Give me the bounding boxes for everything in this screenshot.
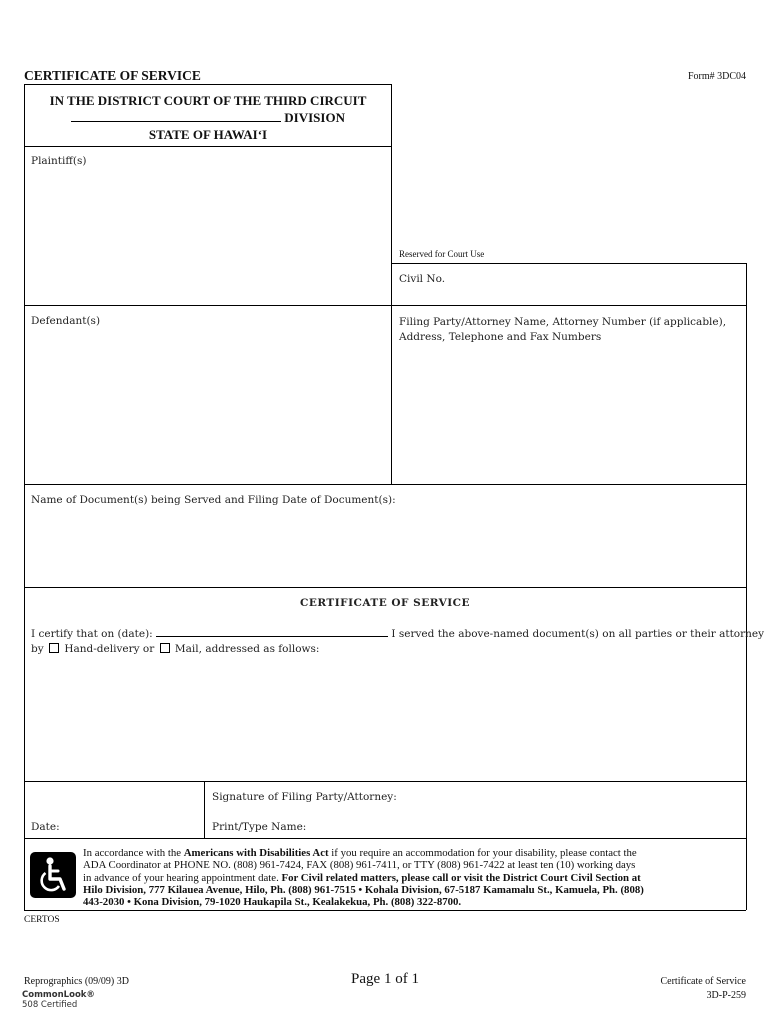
right-border (746, 263, 747, 910)
wheelchair-icon (30, 852, 76, 898)
mail-label: Mail, addressed as follows: (174, 643, 320, 655)
ada-divider (24, 838, 746, 839)
signature-vertical-divider (204, 781, 205, 838)
ada-advance: in advance of your hearing appointment date. (83, 871, 282, 884)
document-title: CERTIFICATE OF SERVICE (24, 68, 201, 83)
state-name: STATE OF HAWAI‘I (148, 127, 268, 142)
hand-delivery-label: Hand-delivery or (64, 643, 155, 655)
commonlook-logo: CommonLook® (22, 990, 95, 1000)
caption-bottom-border (24, 146, 391, 147)
certification-statement (31, 627, 764, 657)
court-caption (24, 92, 392, 143)
ada-divisions-2: 443-2030 • Kona Division, 79-1020 Haukapila St., Kealakekua, Ph. (808) 322-8700. (83, 896, 462, 909)
page-number: Page 1 of 1 (351, 971, 419, 987)
center-divider (391, 84, 392, 484)
reserved-bottom-border (391, 263, 746, 264)
ada-intro: In accordance with the (83, 847, 184, 859)
division-label: DIVISION (284, 110, 345, 125)
date-field[interactable]: Date: (31, 821, 60, 833)
form-number: Form# 3DC04 (687, 71, 746, 82)
left-border (24, 84, 25, 910)
service-date-blank[interactable] (156, 636, 388, 637)
by-label: by (31, 643, 44, 655)
filing-party-field[interactable] (399, 315, 726, 345)
hand-delivery-checkbox[interactable] (49, 643, 59, 653)
certificate-heading: CERTIFICATE OF SERVICE (299, 597, 470, 609)
certificate-divider (24, 587, 746, 588)
reserved-label: Reserved for Court Use (399, 249, 485, 259)
document-name-field[interactable]: Name of Document(s) being Served and Filing Date of Document(s): (31, 494, 396, 506)
certify-served-text: I served the above-named document(s) on all parties or their attorney (391, 628, 765, 640)
filing-party-label-2: Address, Telephone and Fax Numbers (399, 331, 602, 343)
reprographics-label: Reprographics (09/09) 3D (24, 976, 129, 987)
signature-divider (24, 781, 746, 782)
filing-party-label-1: Filing Party/Attorney Name, Attorney Number (if applicable), (399, 316, 727, 328)
ada-contact: ADA Coordinator at PHONE NO. (808) 961-7424, FAX (808) 961-7411, or TTY (808) 961-7422 at least ten (10) working days (83, 859, 636, 872)
ada-act-name: Americans with Disabilities Act (183, 847, 329, 859)
certify-date-label: I certify that on (date): (31, 628, 153, 640)
certified-label: 508 Certified (22, 1000, 78, 1010)
ada-divisions-1: Hilo Division, 777 Kilauea Avenue, Hilo, Ph. (808) 961-7515 • Kohala Division, 67-5187 Kamamalu St., Kamuela, Ph. (808) (83, 883, 644, 896)
division-line (24, 109, 392, 126)
ada-notice (83, 847, 743, 908)
ada-civil-matters: For Civil related matters, please call or visit the District Court Civil Section at (281, 871, 641, 884)
plaintiffs-field[interactable]: Plaintiff(s) (31, 155, 87, 167)
form-code: 3D-P-259 (706, 990, 746, 1001)
certos-code: CERTOS (24, 915, 60, 925)
court-name: IN THE DISTRICT COURT OF THE THIRD CIRCUIT (49, 93, 367, 108)
print-name-field[interactable]: Print/Type Name: (212, 821, 307, 833)
bottom-border (24, 910, 746, 911)
party-divider (24, 305, 746, 306)
document-divider (24, 484, 746, 485)
mail-checkbox[interactable] (160, 643, 170, 653)
caption-top-border (24, 84, 391, 85)
signature-field[interactable]: Signature of Filing Party/Attorney: (212, 791, 397, 803)
division-blank[interactable] (71, 121, 281, 122)
civil-no-field[interactable]: Civil No. (399, 273, 446, 285)
defendants-field[interactable]: Defendant(s) (31, 315, 101, 327)
ada-request: if you require an accommodation for your disability, please contact the (328, 847, 637, 859)
form-name: Certificate of Service (660, 976, 746, 987)
